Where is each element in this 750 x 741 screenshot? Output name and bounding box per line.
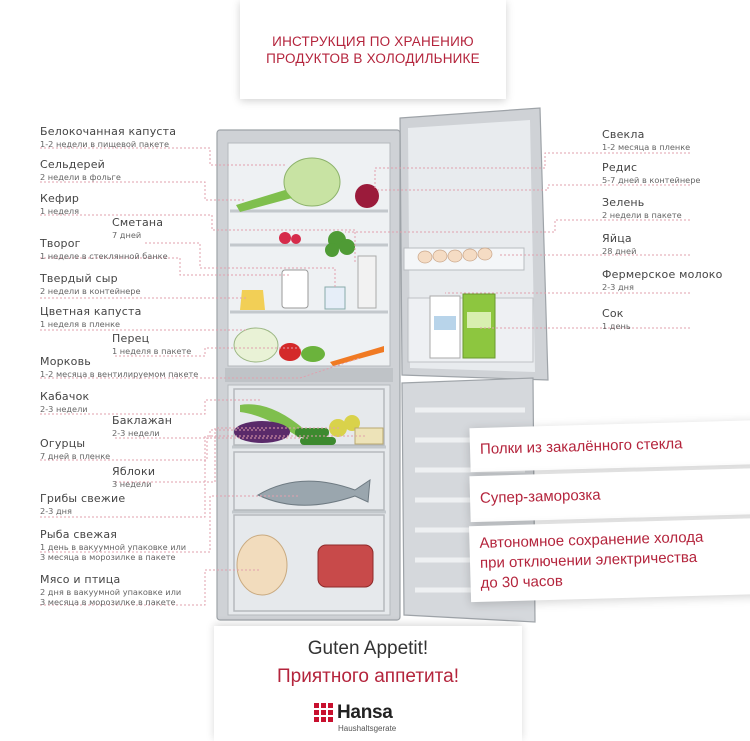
label-zucchini xyxy=(40,390,89,414)
label-sub: 2 недели в пакете xyxy=(602,210,682,220)
label-sub: 2 недели в контейнере xyxy=(40,286,141,296)
label-sub: 2 дня в вакуумной упаковке или 3 месяца в морозилке в пакете xyxy=(40,587,182,607)
feature-card-super-freeze xyxy=(469,468,750,522)
priyatnogo-appetita-text: Приятного аппетита! xyxy=(277,666,459,687)
infographic-title: ИНСТРУКЦИЯ ПО ХРАНЕНИЮ ПРОДУКТОВ В ХОЛОДИЛЬНИКЕ xyxy=(266,33,480,66)
label-name: Белокочанная капуста xyxy=(40,125,177,138)
label-carrot xyxy=(40,355,198,379)
cabbage xyxy=(284,158,340,206)
label-celery xyxy=(40,158,121,182)
label-cucumbers xyxy=(40,437,110,461)
label-name: Грибы свежие xyxy=(40,492,126,505)
label-name: Твердый сыр xyxy=(40,272,118,285)
label-sub: 2-3 дня xyxy=(40,506,72,516)
label-sub: 7 дней xyxy=(112,230,142,240)
label-name: Зелень xyxy=(602,196,645,209)
label-meat xyxy=(40,573,181,607)
label-name: Кабачок xyxy=(40,390,90,403)
hansa-brand-sub: Haushaltsgerate xyxy=(338,724,397,733)
label-juice xyxy=(602,307,631,331)
milk-carton xyxy=(430,296,460,358)
label-sub: 28 дней xyxy=(602,246,637,256)
label-sub: 1 день в вакуумной упаковке или 3 месяца в морозилке в пакете xyxy=(40,542,187,562)
label-greens xyxy=(602,196,682,220)
guten-appetit-text: Guten Appetit! xyxy=(307,638,429,659)
label-name: Редис xyxy=(602,161,638,174)
juice-carton xyxy=(463,294,495,358)
label-sub: 1 день xyxy=(602,321,631,331)
label-hard-cheese xyxy=(40,272,141,296)
label-name: Рыба свежая xyxy=(40,528,118,541)
feature-card-glass-shelves xyxy=(469,420,750,472)
label-sub: 1 неделе в стеклянной банке xyxy=(40,251,168,261)
label-name: Фермерское молоко xyxy=(602,268,723,281)
label-name: Перец xyxy=(112,332,150,345)
label-sub: 3 недели xyxy=(112,479,152,489)
label-pepper xyxy=(112,332,191,356)
label-fish xyxy=(40,528,186,562)
label-sub: 2-3 недели xyxy=(112,428,160,438)
label-cottage-cheese xyxy=(40,237,168,261)
label-name: Кефир xyxy=(40,192,80,205)
hansa-logo-icon xyxy=(314,703,334,723)
feature-card-autonomous-cold xyxy=(469,518,750,602)
label-name: Яблоки xyxy=(112,465,156,478)
hard-cheese xyxy=(240,290,265,310)
label-name: Творог xyxy=(40,237,81,250)
feature-text: Автономное сохранение холода при отключении электричества до 30 часов xyxy=(479,528,704,592)
label-radish xyxy=(602,161,700,185)
label-mushrooms xyxy=(40,492,125,516)
label-name: Сметана xyxy=(112,216,164,229)
label-name: Баклажан xyxy=(112,414,173,427)
label-sub: 1-2 месяца в пленке xyxy=(602,142,691,152)
label-apples xyxy=(112,465,155,489)
label-sub: 1 неделя в пакете xyxy=(112,346,192,356)
label-sub: 1 неделя xyxy=(40,206,80,216)
label-name: Цветная капуста xyxy=(40,305,142,318)
label-name: Яйца xyxy=(602,232,632,245)
label-kefir xyxy=(40,192,79,216)
feature-text: Супер-заморозка xyxy=(479,486,601,507)
label-name: Сок xyxy=(602,307,624,320)
label-name: Морковь xyxy=(40,355,91,368)
label-name: Мясо и птица xyxy=(40,573,121,586)
label-sub: 7 дней в пленке xyxy=(40,451,111,461)
label-eggs xyxy=(602,232,636,256)
hansa-brand: Hansa xyxy=(337,702,393,723)
sour-cream-cup xyxy=(325,287,345,309)
label-beet xyxy=(602,128,690,152)
label-sub: 2-3 недели xyxy=(40,404,88,414)
label-name: Свекла xyxy=(602,128,645,141)
label-name: Огурцы xyxy=(40,437,86,450)
label-eggplant xyxy=(112,414,172,438)
label-cauliflower xyxy=(40,305,142,329)
meat xyxy=(318,545,373,587)
label-sub: 2 недели в фольге xyxy=(40,172,121,182)
label-sub: 1-2 месяца в вентилируемом пакете xyxy=(40,369,199,379)
kefir-bottle xyxy=(358,256,376,308)
label-name: Сельдерей xyxy=(40,158,106,171)
label-sub: 2-3 дня xyxy=(602,282,634,292)
cauliflower xyxy=(234,328,278,362)
label-farm-milk xyxy=(602,268,723,292)
eggplant xyxy=(234,421,290,443)
cottage-cheese-jar xyxy=(282,270,308,308)
chicken xyxy=(237,535,287,595)
label-sub: 1 неделя в пленке xyxy=(40,319,121,329)
label-sub: 1-2 недели в пищевой пакете xyxy=(40,139,169,149)
feature-text: Полки из закалённого стекла xyxy=(479,435,683,458)
label-sub: 5-7 дней в контейнере xyxy=(602,175,701,185)
label-cabbage xyxy=(40,125,176,149)
